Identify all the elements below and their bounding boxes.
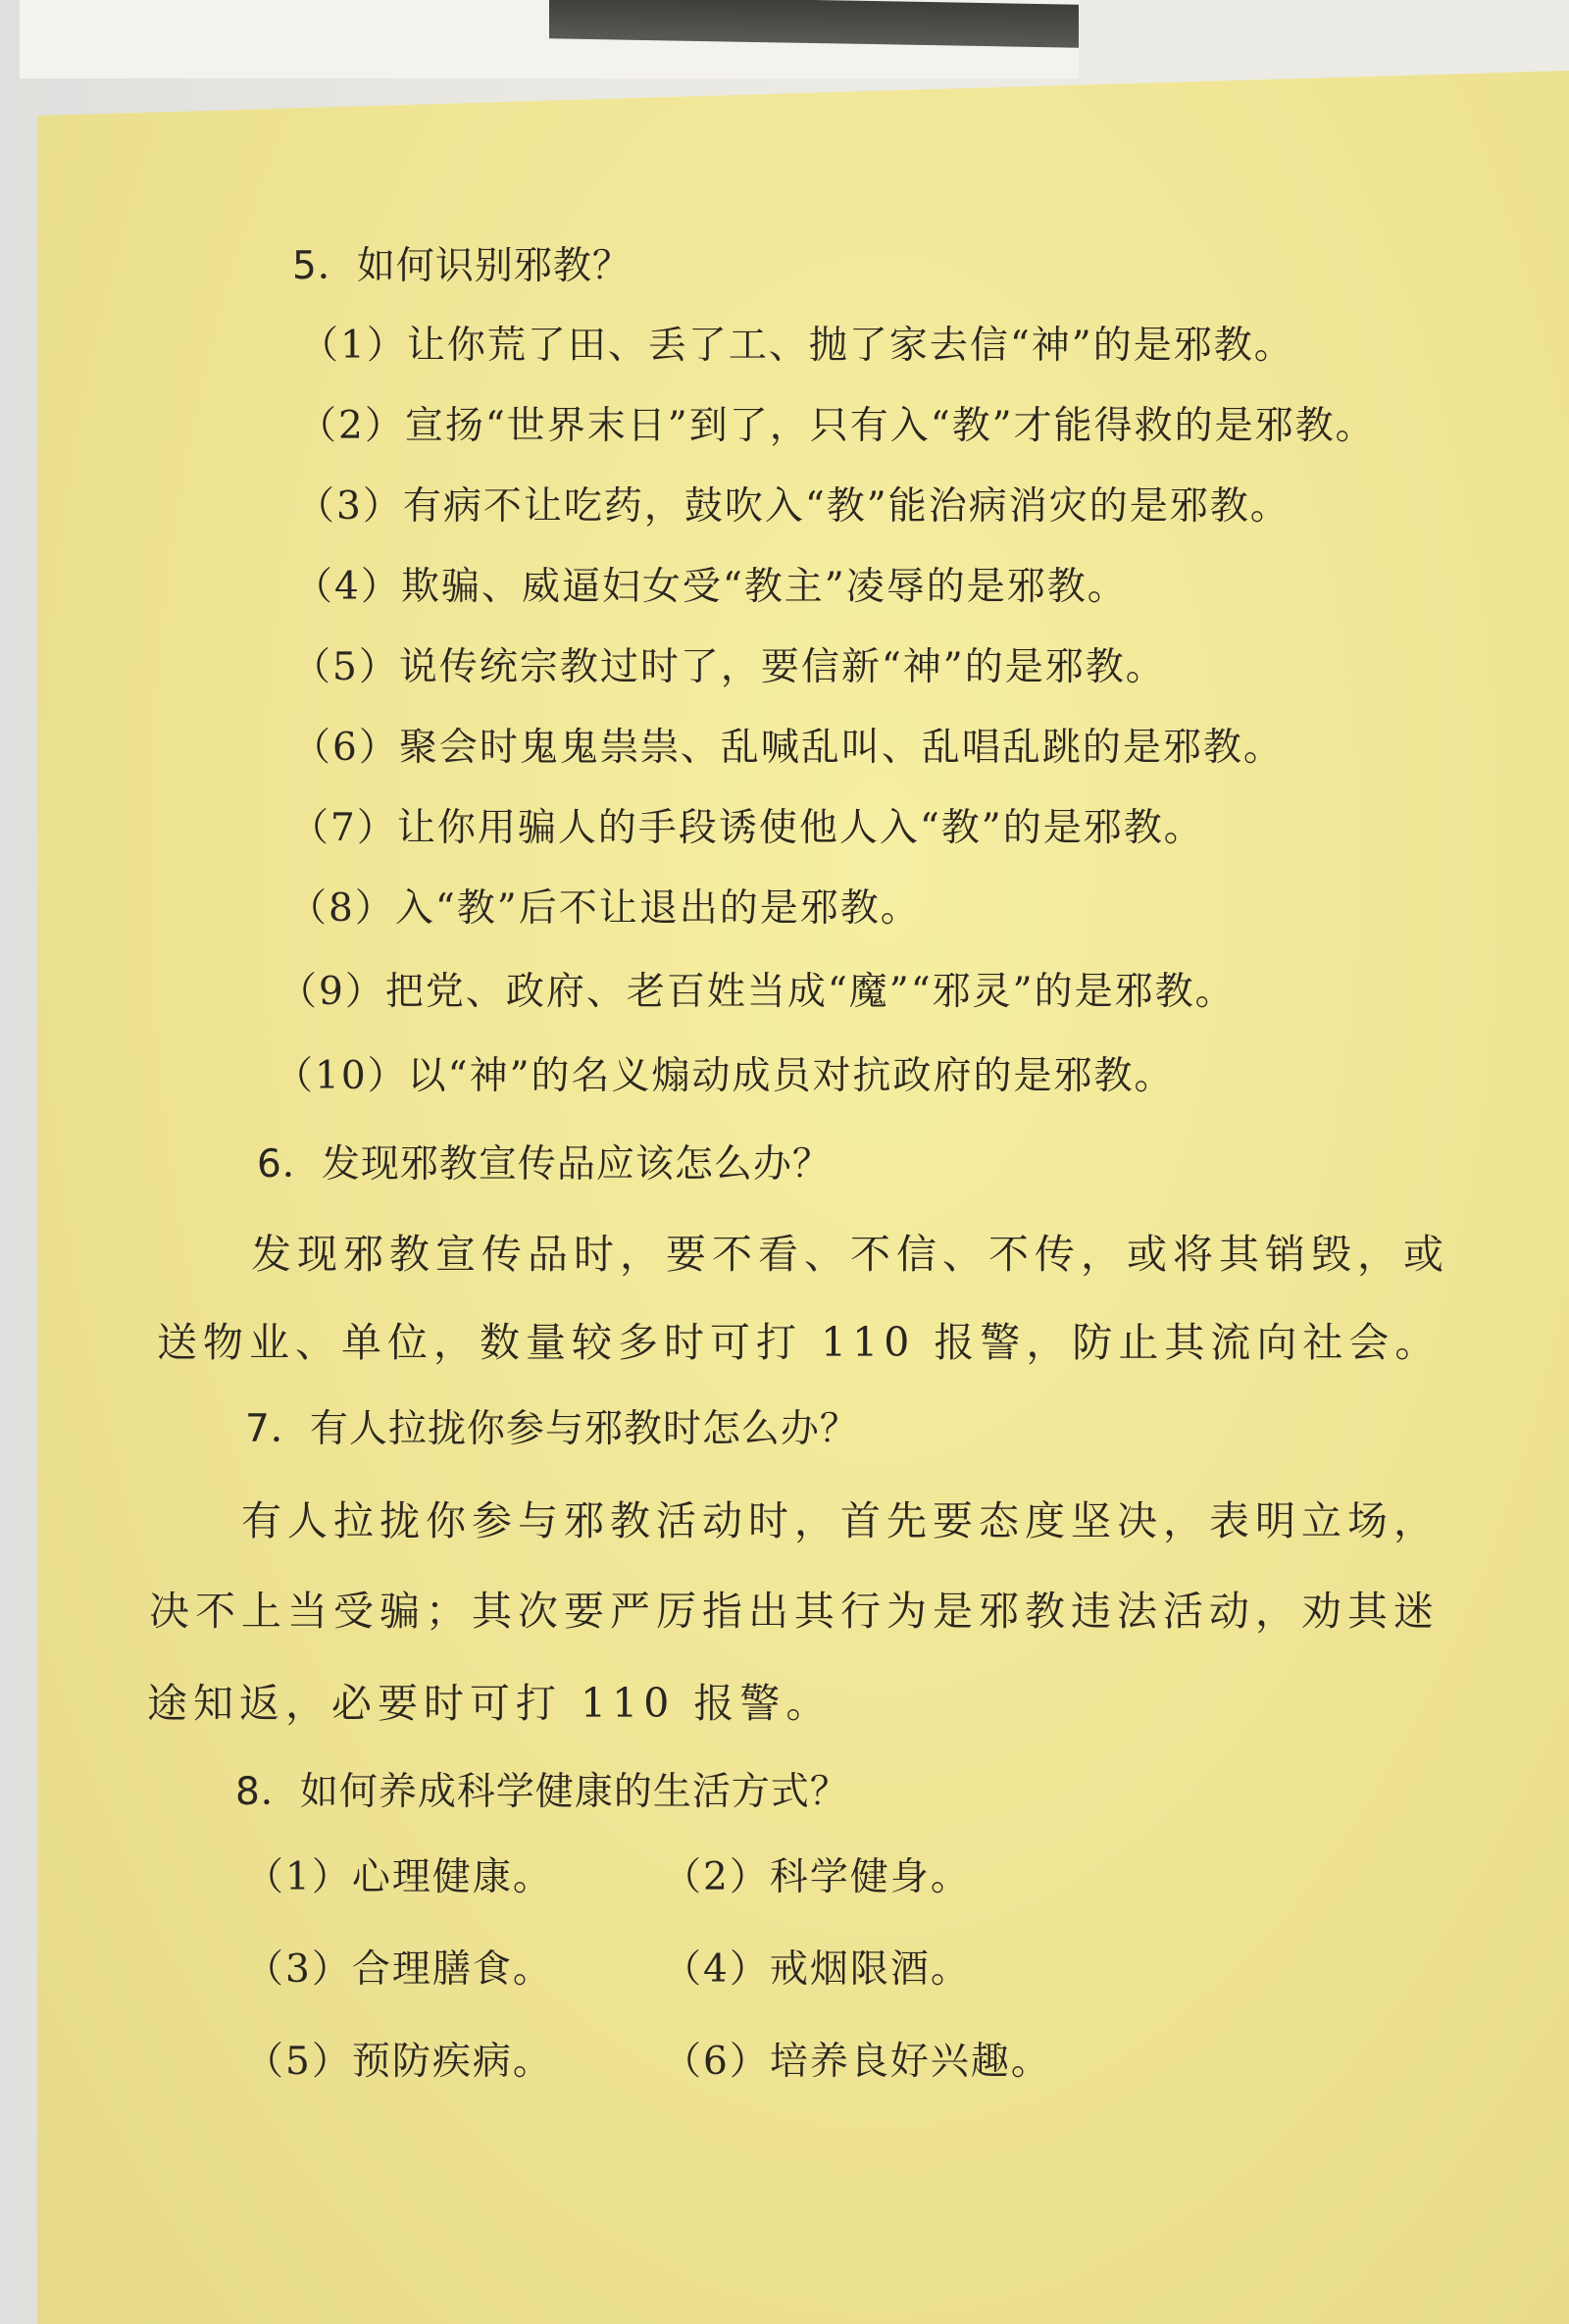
list-item: （10）以“神”的名义煽动成员对抗政府的是邪教。 <box>275 1054 1175 1098</box>
list-item: （4）欺骗、威逼妇女受“教主”凌辱的是邪教。 <box>294 565 1128 609</box>
list-item: （1）心理健康。 <box>245 1855 553 1899</box>
section-heading: 5．如何识别邪教？ <box>292 244 632 288</box>
list-item: （4）戒烟限酒。 <box>663 1947 971 1992</box>
list-item: （6）聚会时鬼鬼祟祟、乱喊乱叫、乱唱乱跳的是邪教。 <box>292 726 1284 770</box>
list-item: （6）培养良好兴趣。 <box>663 2040 1051 2084</box>
list-item: （8）入“教”后不让退出的是邪教。 <box>288 886 921 931</box>
paragraph-line: 有人拉拢你参与邪教活动时，首先要态度坚决，表明立场， <box>241 1497 1440 1544</box>
section-heading: 8．如何养成科学健康的生活方式？ <box>235 1770 849 1814</box>
paragraph-line: 送物业、单位，数量较多时可打 110 报警，防止其流向社会。 <box>157 1319 1442 1366</box>
list-item: （9）把党、政府、老百姓当成“魔”“邪灵”的是邪教。 <box>278 970 1236 1014</box>
section-heading: 7．有人拉拢你参与邪教时怎么办？ <box>245 1407 859 1451</box>
list-item: （2）宣扬“世界末日”到了，只有入“教”才能得救的是邪教。 <box>298 404 1376 448</box>
list-item: （3）合理膳食。 <box>245 1947 553 1992</box>
paragraph-line: 决不上当受骗；其次要严厉指出其行为是邪教违法活动，劝其迷 <box>149 1588 1440 1635</box>
paragraph-line: 发现邪教宣传品时，要不看、不信、不传，或将其销毁，或 <box>251 1231 1449 1278</box>
section-heading: 6．发现邪教宣传品应该怎么办？ <box>257 1142 832 1187</box>
list-item: （7）让你用骗人的手段诱使他人入“教”的是邪教。 <box>290 806 1204 850</box>
list-item: （2）科学健身。 <box>663 1855 971 1899</box>
list-item: （5）说传统宗教过时了，要信新“神”的是邪教。 <box>292 645 1166 689</box>
paragraph-line: 途知返，必要时可打 110 报警。 <box>147 1680 833 1727</box>
list-item: （5）预防疾病。 <box>245 2040 553 2084</box>
list-item: （3）有病不让吃药，鼓吹入“教”能治病消灾的是邪教。 <box>296 484 1291 529</box>
list-item: （1）让你荒了田、丢了工、抛了家去信“神”的是邪教。 <box>300 324 1294 368</box>
